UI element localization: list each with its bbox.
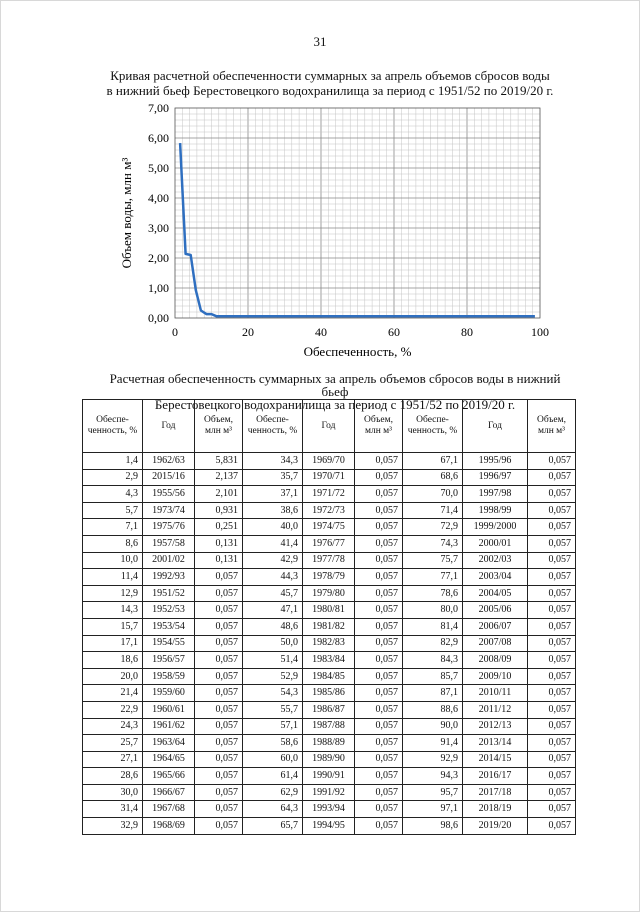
cell-volume: 0,057 [195, 652, 243, 669]
cell-volume: 0,057 [528, 768, 576, 785]
cell-volume: 0,057 [195, 685, 243, 702]
table-title-line-1: Расчетная обеспеченность суммарных за апрель объемов сбросов воды в нижний бьеф [109, 371, 561, 399]
cell-year: 1957/58 [143, 535, 195, 552]
cell-year: 2010/11 [463, 685, 528, 702]
cell-supply: 1,4 [83, 453, 143, 470]
table-row [83, 519, 576, 536]
cell-volume: 0,057 [528, 486, 576, 503]
cell-volume: 0,057 [355, 453, 403, 470]
y-tick-label: 3,00 [148, 221, 169, 235]
cell-volume: 0,057 [528, 801, 576, 818]
cell-volume: 0,057 [528, 784, 576, 801]
cell-volume: 0,057 [355, 618, 403, 635]
cell-volume: 0,057 [195, 618, 243, 635]
cell-year: 2018/19 [463, 801, 528, 818]
cell-volume: 0,057 [528, 453, 576, 470]
cell-supply: 55,7 [243, 701, 303, 718]
cell-year: 2017/18 [463, 784, 528, 801]
cell-supply: 50,0 [243, 635, 303, 652]
cell-year: 1960/61 [143, 701, 195, 718]
cell-supply: 37,1 [243, 486, 303, 503]
x-axis-label: Обеспеченность, % [303, 344, 412, 359]
cell-supply: 85,7 [403, 668, 463, 685]
cell-volume: 0,057 [528, 668, 576, 685]
cell-year: 1951/52 [143, 585, 195, 602]
cell-volume: 5,831 [195, 453, 243, 470]
cell-year: 1989/90 [303, 751, 355, 768]
cell-year: 2001/02 [143, 552, 195, 569]
cell-volume: 0,057 [355, 751, 403, 768]
cell-volume: 0,057 [355, 535, 403, 552]
cell-volume: 0,057 [528, 585, 576, 602]
cell-volume: 0,057 [528, 469, 576, 486]
cell-supply: 74,3 [403, 535, 463, 552]
chart-title-line-1: Кривая расчетной обеспеченности суммарных за апрель объемов сбросов воды [110, 68, 550, 83]
cell-volume: 0,057 [355, 768, 403, 785]
cell-volume: 0,057 [355, 701, 403, 718]
cell-volume: 0,057 [195, 569, 243, 586]
cell-year: 1962/63 [143, 453, 195, 470]
cell-supply: 68,6 [403, 469, 463, 486]
cell-volume: 0,131 [195, 535, 243, 552]
cell-supply: 30,0 [83, 784, 143, 801]
x-tick-label: 80 [461, 325, 473, 339]
cell-year: 1969/70 [303, 453, 355, 470]
cell-year: 2016/17 [463, 768, 528, 785]
cell-year: 1973/74 [143, 502, 195, 519]
cell-supply: 38,6 [243, 502, 303, 519]
cell-volume: 0,057 [355, 469, 403, 486]
cell-supply: 70,0 [403, 486, 463, 503]
cell-year: 1975/76 [143, 519, 195, 536]
cell-volume: 0,057 [195, 784, 243, 801]
y-tick-label: 6,00 [148, 131, 169, 145]
cell-year: 1955/56 [143, 486, 195, 503]
cell-supply: 62,9 [243, 784, 303, 801]
table-row [83, 502, 576, 519]
cell-year: 1987/88 [303, 718, 355, 735]
cell-supply: 24,3 [83, 718, 143, 735]
cell-year: 1964/65 [143, 751, 195, 768]
cell-volume: 0,057 [528, 552, 576, 569]
cell-supply: 54,3 [243, 685, 303, 702]
cell-supply: 48,6 [243, 618, 303, 635]
cell-year: 2002/03 [463, 552, 528, 569]
cell-supply: 51,4 [243, 652, 303, 669]
table-row [83, 585, 576, 602]
cell-year: 1993/94 [303, 801, 355, 818]
cell-volume: 0,057 [195, 602, 243, 619]
cell-supply: 25,7 [83, 735, 143, 752]
cell-supply: 32,9 [83, 818, 143, 835]
y-axis-label: Объем воды, млн м³ [119, 157, 134, 269]
cell-supply: 17,1 [83, 635, 143, 652]
cell-supply: 72,9 [403, 519, 463, 536]
cell-supply: 78,6 [403, 585, 463, 602]
cell-supply: 45,7 [243, 585, 303, 602]
table-row [83, 469, 576, 486]
cell-supply: 57,1 [243, 718, 303, 735]
cell-supply: 77,1 [403, 569, 463, 586]
cell-year: 1959/60 [143, 685, 195, 702]
table-row [83, 685, 576, 702]
cell-supply: 95,7 [403, 784, 463, 801]
cell-year: 2005/06 [463, 602, 528, 619]
cell-supply: 58,6 [243, 735, 303, 752]
cell-volume: 0,057 [355, 668, 403, 685]
cell-supply: 84,3 [403, 652, 463, 669]
cell-volume: 0,057 [528, 652, 576, 669]
cell-supply: 2,9 [83, 469, 143, 486]
cell-year: 1992/93 [143, 569, 195, 586]
cell-volume: 0,057 [528, 502, 576, 519]
cell-volume: 0,251 [195, 519, 243, 536]
cell-year: 1983/84 [303, 652, 355, 669]
cell-volume: 0,057 [355, 784, 403, 801]
cell-supply: 14,3 [83, 602, 143, 619]
y-tick-label: 0,00 [148, 311, 169, 325]
cell-supply: 7,1 [83, 519, 143, 536]
x-tick-label: 60 [388, 325, 400, 339]
y-tick-label: 5,00 [148, 161, 169, 175]
cell-volume: 0,057 [528, 535, 576, 552]
cell-volume: 0,057 [195, 818, 243, 835]
cell-year: 1991/92 [303, 784, 355, 801]
table-row [83, 784, 576, 801]
cell-volume: 0,131 [195, 552, 243, 569]
table-row [83, 735, 576, 752]
table-row [83, 602, 576, 619]
chart-title-line-2: в нижний бьеф Берестовецкого водохранилища за период с 1951/52 по 2019/20 г. [106, 83, 554, 98]
cell-volume: 0,057 [195, 668, 243, 685]
cell-supply: 94,3 [403, 768, 463, 785]
cell-supply: 34,3 [243, 453, 303, 470]
y-axis-ticks [148, 101, 169, 325]
cell-supply: 20,0 [83, 668, 143, 685]
cell-supply: 88,6 [403, 701, 463, 718]
cell-supply: 21,4 [83, 685, 143, 702]
cell-volume: 0,057 [355, 685, 403, 702]
cell-volume: 0,057 [355, 602, 403, 619]
cell-year: 2007/08 [463, 635, 528, 652]
cell-volume: 0,057 [355, 519, 403, 536]
cell-volume: 0,057 [355, 585, 403, 602]
cell-year: 1977/78 [303, 552, 355, 569]
cell-year: 1958/59 [143, 668, 195, 685]
cell-volume: 0,057 [528, 635, 576, 652]
cell-supply: 22,9 [83, 701, 143, 718]
cell-volume: 0,057 [355, 486, 403, 503]
cell-year: 1981/82 [303, 618, 355, 635]
cell-year: 1961/62 [143, 718, 195, 735]
header-year-3: Год [463, 400, 528, 453]
cell-supply: 10,0 [83, 552, 143, 569]
cell-volume: 0,057 [355, 552, 403, 569]
cell-year: 1978/79 [303, 569, 355, 586]
cell-year: 1976/77 [303, 535, 355, 552]
cell-year: 2006/07 [463, 618, 528, 635]
x-tick-label: 40 [315, 325, 327, 339]
cell-volume: 0,057 [195, 718, 243, 735]
cell-year: 1971/72 [303, 486, 355, 503]
cell-year: 1980/81 [303, 602, 355, 619]
cell-volume: 0,057 [355, 652, 403, 669]
table-title-line-2: Берестовецкого водохранилища за период с 1951/52 по 2019/20 г. [154, 397, 516, 412]
table-row [83, 801, 576, 818]
cell-volume: 0,057 [528, 569, 576, 586]
cell-year: 1979/80 [303, 585, 355, 602]
cell-volume: 0,057 [528, 519, 576, 536]
header-supply-2: Обеспе-ченность, % [243, 400, 303, 453]
y-tick-label: 7,00 [148, 101, 169, 115]
chart-grid [175, 108, 540, 318]
header-supply-3: Обеспе-ченность, % [403, 400, 463, 453]
cell-volume: 0,057 [528, 701, 576, 718]
cell-supply: 65,7 [243, 818, 303, 835]
cell-supply: 8,6 [83, 535, 143, 552]
x-tick-label: 0 [172, 325, 178, 339]
cell-supply: 35,7 [243, 469, 303, 486]
supply-table [82, 399, 576, 835]
cell-year: 1972/73 [303, 502, 355, 519]
cell-supply: 92,9 [403, 751, 463, 768]
header-volume-3: Объем, млн м³ [528, 400, 576, 453]
table-row [83, 751, 576, 768]
cell-year: 1996/97 [463, 469, 528, 486]
table-row [83, 552, 576, 569]
cell-volume: 2,137 [195, 469, 243, 486]
cell-year: 1998/99 [463, 502, 528, 519]
cell-supply: 12,9 [83, 585, 143, 602]
cell-supply: 4,3 [83, 486, 143, 503]
cell-volume: 2,101 [195, 486, 243, 503]
cell-volume: 0,057 [528, 735, 576, 752]
cell-year: 1954/55 [143, 635, 195, 652]
cell-volume: 0,057 [355, 569, 403, 586]
cell-volume: 0,057 [355, 502, 403, 519]
cell-volume: 0,057 [528, 818, 576, 835]
page-number: 31 [313, 34, 327, 49]
cell-supply: 15,7 [83, 618, 143, 635]
cell-year: 1988/89 [303, 735, 355, 752]
cell-year: 2000/01 [463, 535, 528, 552]
cell-volume: 0,057 [195, 701, 243, 718]
cell-year: 1952/53 [143, 602, 195, 619]
table-row [83, 718, 576, 735]
cell-year: 1967/68 [143, 801, 195, 818]
cell-year: 1997/98 [463, 486, 528, 503]
cell-year: 1953/54 [143, 618, 195, 635]
cell-year: 1968/69 [143, 818, 195, 835]
cell-supply: 82,9 [403, 635, 463, 652]
table-row [83, 635, 576, 652]
table-row [83, 486, 576, 503]
cell-supply: 98,6 [403, 818, 463, 835]
cell-supply: 27,1 [83, 751, 143, 768]
cell-volume: 0,057 [355, 735, 403, 752]
cell-supply: 75,7 [403, 552, 463, 569]
cell-year: 2013/14 [463, 735, 528, 752]
cell-volume: 0,057 [355, 635, 403, 652]
cell-volume: 0,057 [195, 585, 243, 602]
table-row [83, 618, 576, 635]
cell-supply: 41,4 [243, 535, 303, 552]
cell-volume: 0,057 [528, 618, 576, 635]
header-supply-1: Обеспе-ченность, % [83, 400, 143, 453]
header-volume-1: Объем, млн м³ [195, 400, 243, 453]
table-row [83, 453, 576, 470]
cell-volume: 0,057 [528, 685, 576, 702]
header-year-1: Год [143, 400, 195, 453]
cell-year: 1999/2000 [463, 519, 528, 536]
header-volume-2: Объем, млн м³ [355, 400, 403, 453]
cell-year: 1986/87 [303, 701, 355, 718]
cell-year: 1965/66 [143, 768, 195, 785]
cell-volume: 0,057 [528, 718, 576, 735]
table-row [83, 818, 576, 835]
cell-supply: 81,4 [403, 618, 463, 635]
cell-supply: 47,1 [243, 602, 303, 619]
cell-year: 1990/91 [303, 768, 355, 785]
cell-year: 2015/16 [143, 469, 195, 486]
cell-volume: 0,057 [195, 635, 243, 652]
table-row [83, 652, 576, 669]
table-row [83, 569, 576, 586]
cell-year: 1994/95 [303, 818, 355, 835]
table-row [83, 535, 576, 552]
y-tick-label: 4,00 [148, 191, 169, 205]
cell-volume: 0,057 [195, 768, 243, 785]
cell-year: 2009/10 [463, 668, 528, 685]
cell-supply: 28,6 [83, 768, 143, 785]
cell-supply: 42,9 [243, 552, 303, 569]
x-tick-label: 20 [242, 325, 254, 339]
chart-title [90, 68, 570, 98]
cell-year: 2004/05 [463, 585, 528, 602]
cell-year: 1956/57 [143, 652, 195, 669]
cell-volume: 0,057 [355, 801, 403, 818]
header-year-2: Год [303, 400, 355, 453]
cell-supply: 31,4 [83, 801, 143, 818]
cell-supply: 5,7 [83, 502, 143, 519]
cell-volume: 0,057 [195, 801, 243, 818]
cell-supply: 80,0 [403, 602, 463, 619]
cell-year: 1970/71 [303, 469, 355, 486]
cell-supply: 11,4 [83, 569, 143, 586]
cell-supply: 60,0 [243, 751, 303, 768]
table-row [83, 701, 576, 718]
supply-curve-chart [110, 98, 570, 363]
table-row [83, 768, 576, 785]
table-row [83, 668, 576, 685]
cell-year: 1966/67 [143, 784, 195, 801]
cell-year: 2014/15 [463, 751, 528, 768]
cell-year: 1974/75 [303, 519, 355, 536]
cell-supply: 40,0 [243, 519, 303, 536]
cell-supply: 97,1 [403, 801, 463, 818]
cell-supply: 18,6 [83, 652, 143, 669]
cell-year: 2003/04 [463, 569, 528, 586]
cell-year: 2011/12 [463, 701, 528, 718]
cell-year: 1963/64 [143, 735, 195, 752]
cell-volume: 0,057 [528, 602, 576, 619]
cell-supply: 44,3 [243, 569, 303, 586]
cell-year: 1985/86 [303, 685, 355, 702]
cell-year: 1982/83 [303, 635, 355, 652]
table-header-row [83, 400, 576, 453]
cell-year: 2012/13 [463, 718, 528, 735]
cell-supply: 71,4 [403, 502, 463, 519]
cell-volume: 0,931 [195, 502, 243, 519]
cell-volume: 0,057 [355, 718, 403, 735]
x-tick-label: 100 [531, 325, 549, 339]
cell-supply: 90,0 [403, 718, 463, 735]
cell-supply: 61,4 [243, 768, 303, 785]
cell-volume: 0,057 [195, 735, 243, 752]
table-body [83, 453, 576, 835]
cell-volume: 0,057 [528, 751, 576, 768]
y-tick-label: 1,00 [148, 281, 169, 295]
cell-year: 1984/85 [303, 668, 355, 685]
cell-volume: 0,057 [195, 751, 243, 768]
x-axis-ticks [172, 325, 549, 339]
cell-supply: 67,1 [403, 453, 463, 470]
cell-year: 2019/20 [463, 818, 528, 835]
cell-supply: 91,4 [403, 735, 463, 752]
cell-supply: 87,1 [403, 685, 463, 702]
cell-year: 1995/96 [463, 453, 528, 470]
cell-supply: 52,9 [243, 668, 303, 685]
cell-supply: 64,3 [243, 801, 303, 818]
cell-volume: 0,057 [355, 818, 403, 835]
cell-year: 2008/09 [463, 652, 528, 669]
y-tick-label: 2,00 [148, 251, 169, 265]
